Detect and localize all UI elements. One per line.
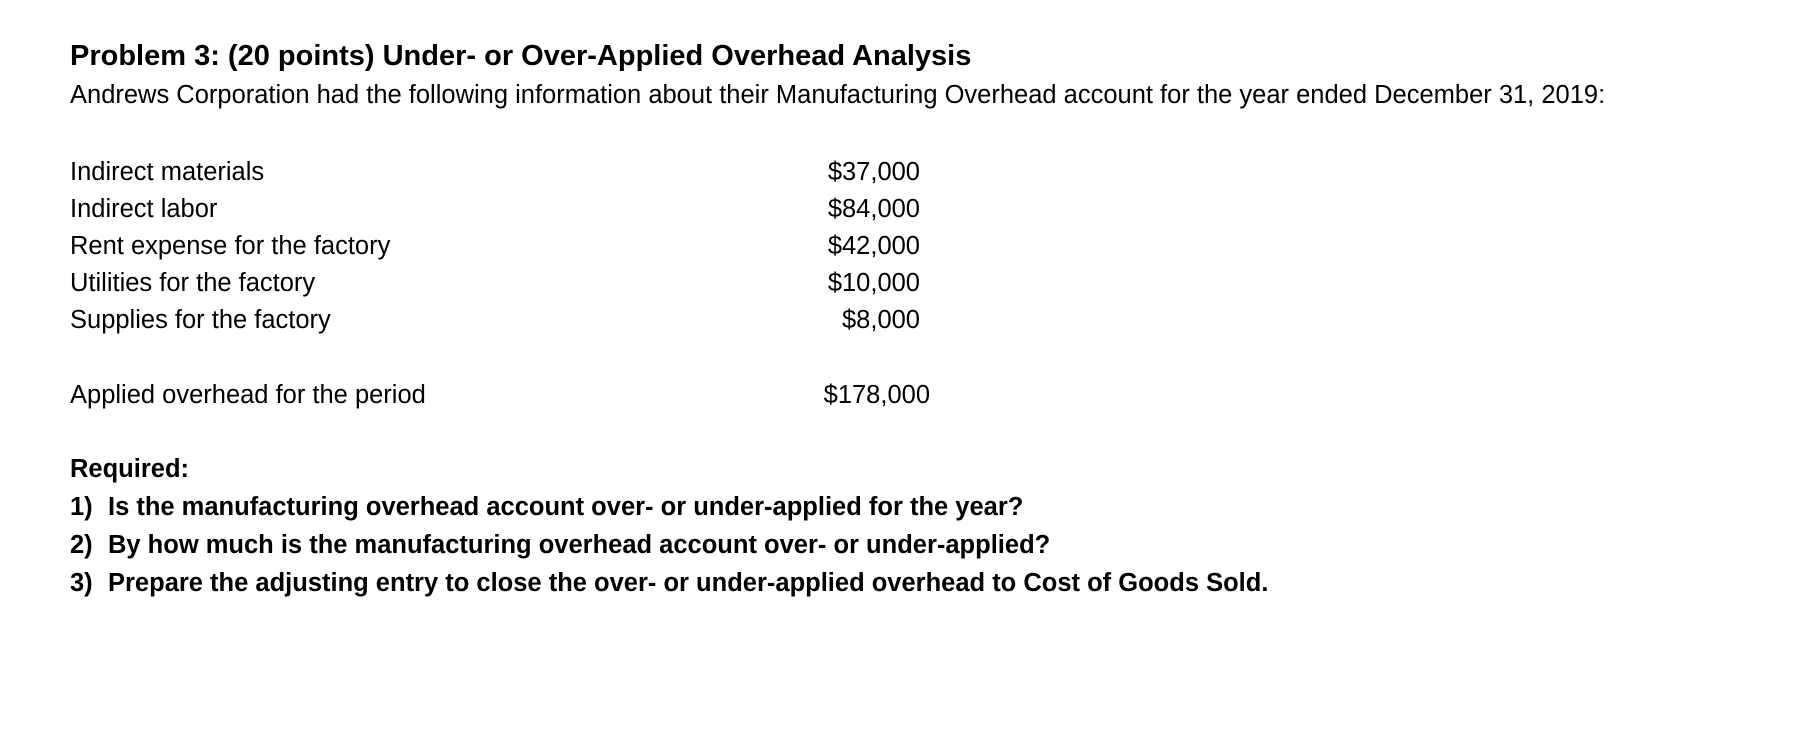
question-item: [70, 488, 1670, 526]
list-item: [70, 154, 970, 191]
list-item: [70, 265, 970, 302]
required-section: [70, 450, 1670, 602]
list-item: [70, 191, 970, 228]
item-label: Indirect materials: [70, 158, 265, 186]
question-item: [70, 526, 1670, 564]
question-text: Prepare the adjusting entry to close the over- or under-applied overhead to Cost of Goods Sold.: [108, 569, 1269, 597]
problem-title: Problem 3: (20 points) Under- or Over-Applied Overhead Analysis: [70, 40, 972, 72]
item-label: Rent expense for the factory: [70, 232, 391, 260]
item-amount: $8,000: [842, 306, 920, 334]
question-item: [70, 564, 1670, 602]
item-amount: $37,000: [827, 158, 920, 186]
list-item: [70, 302, 970, 339]
question-number: 2): [70, 531, 93, 559]
required-heading: Required:: [70, 455, 190, 483]
problem-document: [70, 36, 1770, 597]
item-label: Utilities for the factory: [70, 269, 316, 297]
problem-intro: Andrews Corporation had the following information about their Manufacturing Overhead account for the year ended December 31, 2019:: [70, 81, 1606, 109]
question-text: Is the manufacturing overhead account over- or under-applied for the year?: [108, 493, 1024, 521]
overhead-items-list: [70, 154, 970, 339]
list-item: [70, 228, 970, 265]
applied-overhead-row: [70, 377, 970, 414]
applied-overhead-label: Applied overhead for the period: [70, 381, 426, 409]
question-text: By how much is the manufacturing overhead account over- or under-applied?: [108, 531, 1051, 559]
item-label: Indirect labor: [70, 195, 218, 223]
applied-overhead: [70, 377, 970, 414]
item-amount: $10,000: [827, 269, 920, 297]
question-number: 1): [70, 493, 93, 521]
applied-overhead-amount: $178,000: [823, 381, 930, 409]
question-number: 3): [70, 569, 93, 597]
item-amount: $42,000: [827, 232, 920, 260]
item-amount: $84,000: [827, 195, 920, 223]
item-label: Supplies for the factory: [70, 306, 331, 334]
